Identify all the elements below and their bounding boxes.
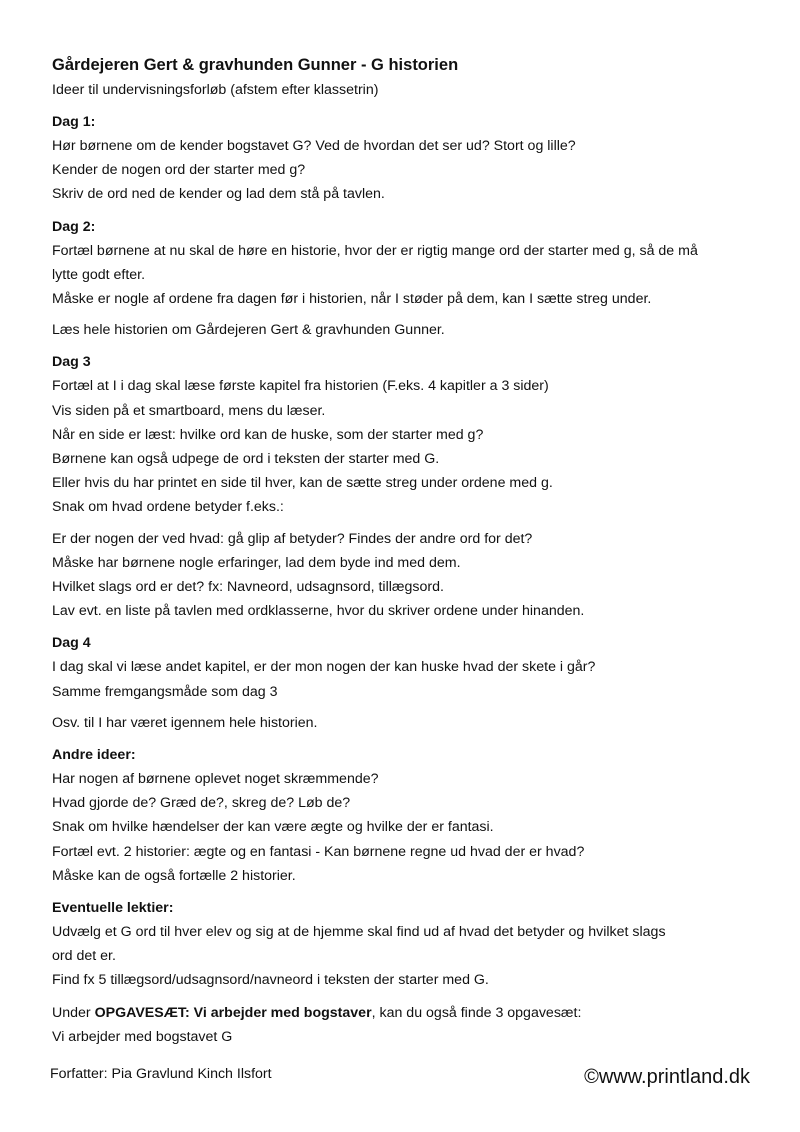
text-line: Måske er nogle af ordene fra dagen før i historien, når I støder på dem, kan I sætte streg under. [52, 291, 652, 308]
text-line: Skriv de ord ned de kender og lad dem stå på tavlen. [52, 186, 385, 203]
text-line: Når en side er læst: hvilke ord kan de huske, som der starter med g? [52, 426, 484, 443]
text-line: Fortæl evt. 2 historier: ægte og en fantasi - Kan børnene regne ud hvad der er hvad? [52, 843, 585, 860]
section-heading: Dag 3 [52, 354, 91, 371]
text-line: Måske kan de også fortælle 2 historier. [52, 867, 296, 884]
text-line: Eller hvis du har printet en side til hver, kan de sætte streg under ordene med g. [52, 475, 553, 492]
text-line: Lav evt. en liste på tavlen med ordklasserne, hvor du skriver ordene under hinanden. [52, 603, 585, 620]
text-line: Samme fremgangsmåde som dag 3 [52, 683, 278, 700]
section-dag2 [52, 215, 752, 343]
section-heading: Dag 1: [52, 114, 96, 130]
text-line: ord det er. [52, 948, 116, 965]
section-heading: Eventuelle lektier: [52, 900, 174, 917]
text-line: I dag skal vi læse andet kapitel, er der mon nogen der kan huske hvad der skete i går? [52, 659, 596, 676]
section-dag4 [52, 631, 752, 735]
section-opgavesaet [52, 1001, 752, 1049]
site-credit: ©www.printland.dk [584, 1066, 750, 1088]
text-line: Hvad gjorde de? Græd de?, skreg de? Løb de? [52, 795, 351, 812]
text-line: Læs hele historien om Gårdejeren Gert & gravhunden Gunner. [52, 322, 445, 339]
page-title: Gårdejeren Gert & gravhunden Gunner - G historien [52, 56, 459, 74]
text-line: Snak om hvad ordene betyder f.eks.: [52, 499, 284, 516]
opgave-prefix: Under [52, 1004, 95, 1021]
opgave-suffix: , kan du også finde 3 opgavesæt: [371, 1004, 582, 1021]
text-line: Fortæl børnene at nu skal de høre en historie, hvor der er rigtig mange ord der starter med g, så de må [52, 242, 698, 259]
section-dag1 [52, 110, 752, 207]
text-line: lytte godt efter. [52, 266, 146, 283]
opgave-bold: OPGAVESÆT: Vi arbejder med bogstaver [94, 1004, 372, 1021]
text-line: Børnene kan også udpege de ord i teksten der starter med G. [52, 451, 440, 468]
text-line: Udvælg et G ord til hver elev og sig at de hjemme skal find ud af hvad det betyder og hvilket slags [52, 924, 666, 941]
text-line: Er der nogen der ved hvad: gå glip af betyder? Findes der andre ord for det? [52, 530, 533, 547]
section-heading: Dag 4 [52, 635, 91, 652]
section-dag3 [52, 350, 752, 623]
text-line: Hør børnene om de kender bogstavet G? Ved de hvordan det ser ud? Stort og lille? [52, 138, 576, 154]
text-line: Har nogen af børnene oplevet noget skræmmende? [52, 771, 379, 788]
text-line: Kender de nogen ord der starter med g? [52, 162, 306, 179]
section-lektier [52, 896, 752, 993]
author-credit: Forfatter: Pia Gravlund Kinch Ilsfort [50, 1066, 272, 1082]
section-heading: Andre ideer: [52, 747, 136, 764]
text-line: Hvilket slags ord er det? fx: Navneord, udsagnsord, tillægsord. [52, 579, 444, 596]
text-line: Snak om hvilke hændelser der kan være ægte og hvilke der er fantasi. [52, 819, 494, 836]
document-page [52, 54, 752, 1057]
section-heading: Dag 2: [52, 218, 96, 235]
text-line: Vi arbejder med bogstavet G [52, 1028, 233, 1045]
text-line: Måske har børnene nogle erfaringer, lad dem byde ind med dem. [52, 554, 461, 571]
section-andre-ideer [52, 743, 752, 888]
text-line: Osv. til I har været igennem hele historien. [52, 714, 318, 731]
text-line: Fortæl at I i dag skal læse første kapitel fra historien (F.eks. 4 kapitler a 3 sider) [52, 378, 549, 395]
opgave-line [52, 1001, 752, 1025]
text-line: Vis siden på et smartboard, mens du læser. [52, 402, 326, 419]
page-subtitle: Ideer til undervisningsforløb (afstem efter klassetrin) [52, 82, 379, 98]
text-line: Find fx 5 tillægsord/udsagnsord/navneord i teksten der starter med G. [52, 972, 489, 989]
